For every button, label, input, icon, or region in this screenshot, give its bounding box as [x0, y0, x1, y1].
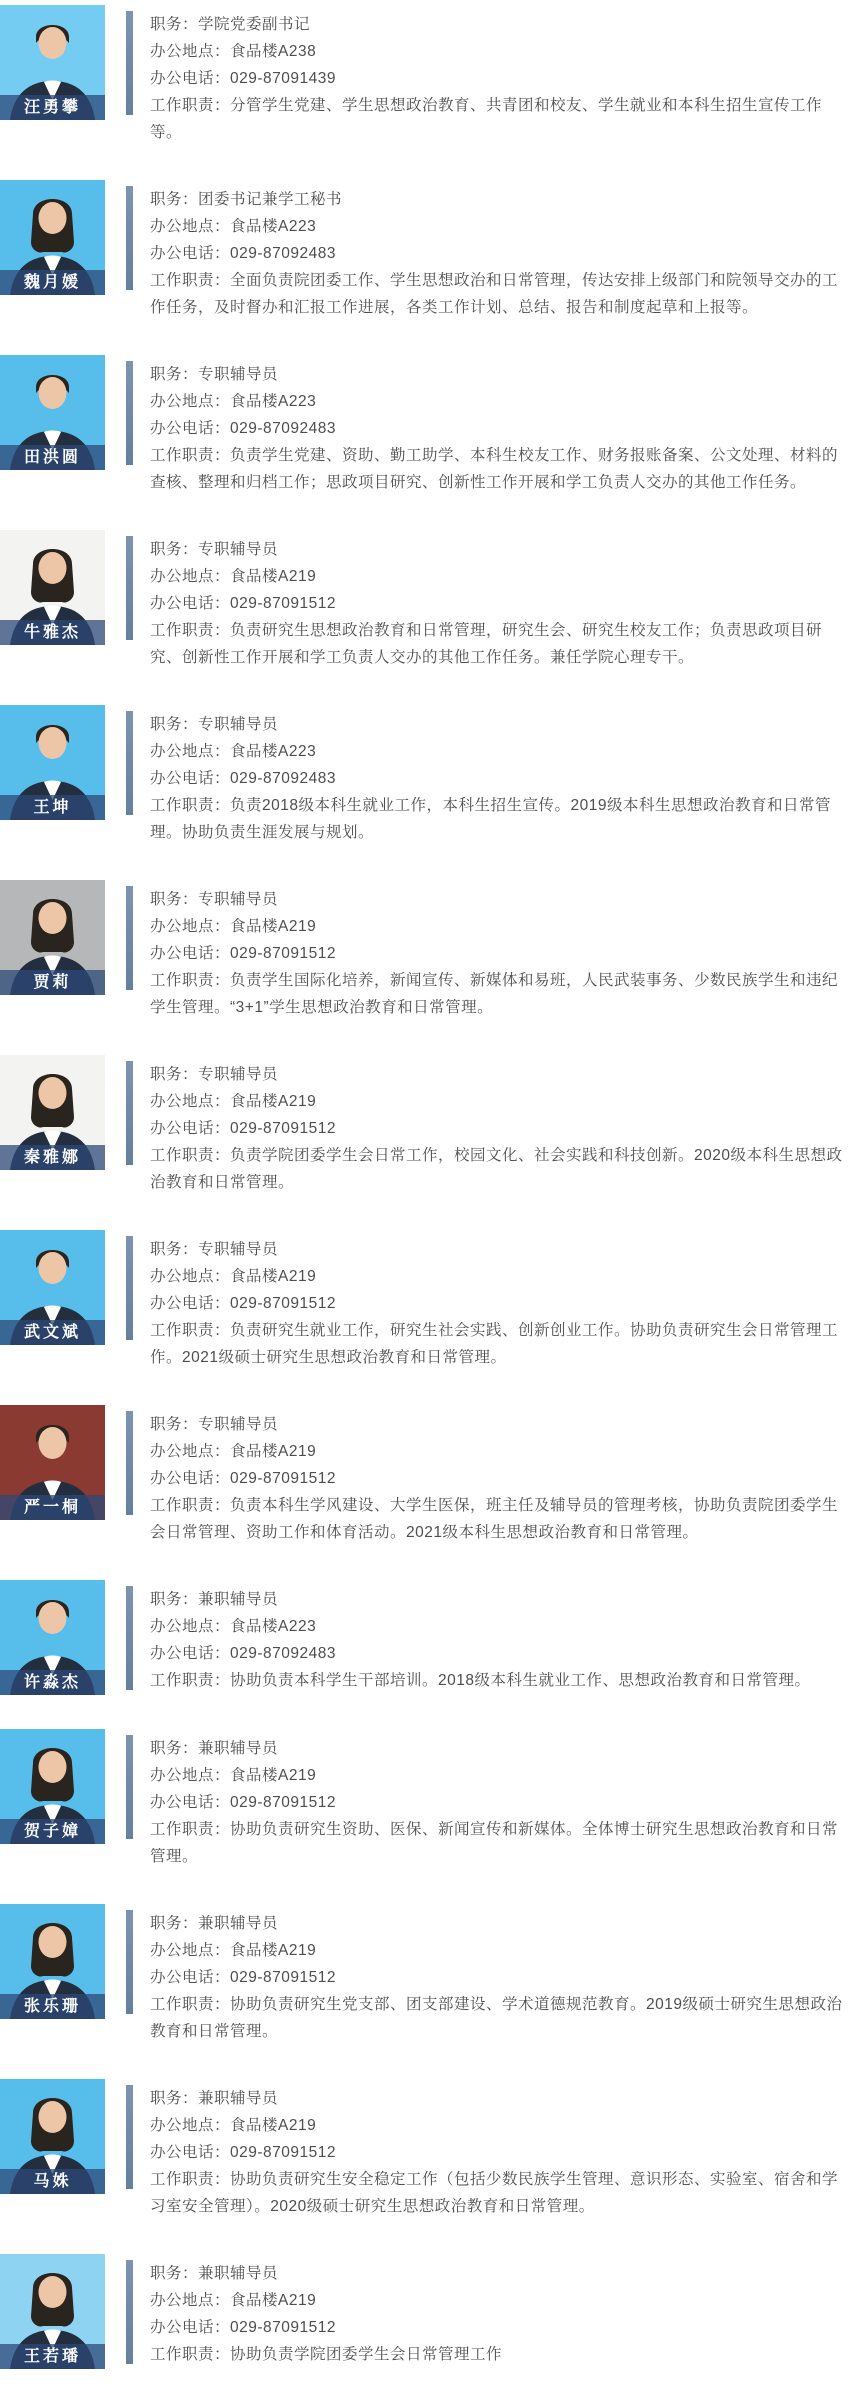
office-line — [150, 38, 844, 65]
phone-value: 029-87091512 — [230, 945, 337, 962]
phone-label: 办公电话： — [150, 1120, 231, 1137]
staff-row — [0, 1405, 850, 1546]
staff-name: 许淼杰 — [0, 1670, 105, 1695]
duty-line — [150, 1142, 844, 1196]
office-label: 办公地点： — [150, 918, 231, 935]
staff-info — [150, 180, 850, 321]
staff-name: 汪勇攀 — [0, 95, 105, 120]
staff-row — [0, 180, 850, 321]
phone-line — [150, 2314, 844, 2341]
staff-row — [0, 880, 850, 1021]
staff-name: 马姝 — [0, 2169, 105, 2194]
staff-info — [150, 1580, 850, 1694]
phone-line — [150, 765, 844, 792]
office-value: 食品楼A219 — [230, 2292, 317, 2309]
position-label: 职务： — [150, 2265, 199, 2282]
position-line — [150, 1910, 844, 1937]
accent-bar — [126, 1586, 133, 1690]
phone-label: 办公电话： — [150, 1470, 231, 1487]
staff-photo — [0, 1580, 105, 1695]
duty-line — [150, 617, 844, 671]
staff-row — [0, 2254, 850, 2369]
office-value: 食品楼A219 — [230, 1443, 317, 1460]
phone-value: 029-87091512 — [230, 2144, 337, 2161]
staff-photo — [0, 1904, 105, 2019]
phone-line — [150, 415, 844, 442]
position-label: 职务： — [150, 1591, 199, 1608]
position-value: 兼职辅导员 — [198, 1915, 279, 1932]
office-label: 办公地点： — [150, 2292, 231, 2309]
office-value: 食品楼A223 — [230, 393, 317, 410]
staff-name: 贺子嫜 — [0, 1819, 105, 1844]
office-value: 食品楼A219 — [230, 918, 317, 935]
accent-bar — [126, 2085, 133, 2189]
duty-line — [150, 267, 844, 321]
accent-bar — [126, 11, 133, 115]
staff-name: 王若璠 — [0, 2344, 105, 2369]
staff-photo — [0, 355, 105, 470]
office-line — [150, 1762, 844, 1789]
duty-value: 负责学生国际化培养，新闻宣传、新媒体和易班，人民武装事务、少数民族学生和违纪学生管理。“3+1”学生思想政治教育和日常管理。 — [150, 972, 839, 1016]
duty-value: 协助负责本科学生干部培训。2018级本科生就业工作、思想政治教育和日常管理。 — [230, 1672, 811, 1689]
office-label: 办公地点： — [150, 218, 231, 235]
office-value: 食品楼A223 — [230, 218, 317, 235]
duty-label: 工作职责： — [150, 972, 231, 989]
duty-value: 协助负责研究生安全稳定工作（包括少数民族学生管理、意识形态、实验室、宿舍和学习室安全管理）。2020级硕士研究生思想政治教育和日常管理。 — [150, 2171, 839, 2215]
duty-value: 负责2018级本科生就业工作，本科生招生宣传。2019级本科生思想政治教育和日常管理。协助负责生涯发展与规划。 — [150, 797, 831, 841]
phone-value: 029-87091512 — [230, 1969, 337, 1986]
phone-line — [150, 940, 844, 967]
office-line — [150, 1613, 844, 1640]
phone-label: 办公电话： — [150, 1969, 231, 1986]
staff-info — [150, 530, 850, 671]
phone-value: 029-87091439 — [230, 70, 337, 87]
phone-value: 029-87092483 — [230, 245, 337, 262]
duty-label: 工作职责： — [150, 797, 231, 814]
staff-info — [150, 1904, 850, 2045]
duty-label: 工作职责： — [150, 272, 231, 289]
phone-line — [150, 240, 844, 267]
staff-info — [150, 1405, 850, 1546]
position-line — [150, 1236, 844, 1263]
duty-line — [150, 1816, 844, 1870]
phone-line — [150, 1290, 844, 1317]
position-line — [150, 886, 844, 913]
position-line — [150, 11, 844, 38]
duty-label: 工作职责： — [150, 1996, 231, 2013]
position-line — [150, 361, 844, 388]
position-label: 职务： — [150, 541, 199, 558]
staff-row — [0, 530, 850, 671]
staff-photo — [0, 5, 105, 120]
staff-row — [0, 1230, 850, 1371]
accent-bar — [126, 2260, 133, 2364]
phone-value: 029-87091512 — [230, 595, 337, 612]
office-line — [150, 563, 844, 590]
phone-value: 029-87091512 — [230, 1295, 337, 1312]
position-value: 专职辅导员 — [198, 716, 279, 733]
office-label: 办公地点： — [150, 1093, 231, 1110]
staff-photo — [0, 1055, 105, 1170]
phone-line — [150, 2139, 844, 2166]
office-value: 食品楼A219 — [230, 568, 317, 585]
office-label: 办公地点： — [150, 1767, 231, 1784]
staff-name: 秦雅娜 — [0, 1145, 105, 1170]
staff-info — [150, 5, 850, 146]
position-label: 职务： — [150, 366, 199, 383]
phone-label: 办公电话： — [150, 245, 231, 262]
phone-label: 办公电话： — [150, 595, 231, 612]
accent-bar — [126, 1735, 133, 1839]
office-value: 食品楼A223 — [230, 1618, 317, 1635]
position-line — [150, 2085, 844, 2112]
duty-value: 负责学生党建、资助、勤工助学、本科生校友工作、财务报账备案、公文处理、材料的查核、整理和归档工作；思政项目研究、创新性工作开展和学工负责人交办的其他工作任务。 — [150, 447, 839, 491]
staff-photo — [0, 530, 105, 645]
phone-label: 办公电话： — [150, 2144, 231, 2161]
position-value: 专职辅导员 — [198, 1241, 279, 1258]
staff-row — [0, 2079, 850, 2220]
duty-value: 协助负责学院团委学生会日常管理工作 — [230, 2346, 503, 2363]
phone-value: 029-87092483 — [230, 770, 337, 787]
duty-label: 工作职责： — [150, 447, 231, 464]
position-value: 专职辅导员 — [198, 1416, 279, 1433]
position-line — [150, 1586, 844, 1613]
position-value: 专职辅导员 — [198, 366, 279, 383]
staff-info — [150, 880, 850, 1021]
office-label: 办公地点： — [150, 43, 231, 60]
phone-line — [150, 1640, 844, 1667]
position-value: 团委书记兼学工秘书 — [198, 191, 343, 208]
staff-photo — [0, 1729, 105, 1844]
duty-label: 工作职责： — [150, 2171, 231, 2188]
office-line — [150, 213, 844, 240]
staff-row — [0, 355, 850, 496]
office-label: 办公地点： — [150, 1268, 231, 1285]
office-value: 食品楼A238 — [230, 43, 317, 60]
position-value: 专职辅导员 — [198, 1066, 279, 1083]
office-value: 食品楼A223 — [230, 743, 317, 760]
staff-info — [150, 2079, 850, 2220]
position-value: 学院党委副书记 — [198, 16, 311, 33]
duty-value: 协助负责研究生资助、医保、新闻宣传和新媒体。全体博士研究生思想政治教育和日常管理。 — [150, 1821, 839, 1865]
office-line — [150, 1438, 844, 1465]
staff-name: 武文斌 — [0, 1320, 105, 1345]
office-value: 食品楼A219 — [230, 1268, 317, 1285]
position-label: 职务： — [150, 1416, 199, 1433]
position-label: 职务： — [150, 1241, 199, 1258]
phone-label: 办公电话： — [150, 2319, 231, 2336]
position-label: 职务： — [150, 1740, 199, 1757]
duty-value: 负责学院团委学生会日常工作，校园文化、社会实践和科技创新。2020级本科生思想政治教育和日常管理。 — [150, 1147, 843, 1191]
position-line — [150, 711, 844, 738]
duty-label: 工作职责： — [150, 1322, 231, 1339]
office-value: 食品楼A219 — [230, 1093, 317, 1110]
staff-name: 魏月媛 — [0, 270, 105, 295]
staff-photo — [0, 705, 105, 820]
staff-name: 张乐珊 — [0, 1994, 105, 2019]
staff-photo — [0, 2254, 105, 2369]
position-label: 职务： — [150, 16, 199, 33]
office-line — [150, 1937, 844, 1964]
office-line — [150, 913, 844, 940]
position-value: 兼职辅导员 — [198, 1740, 279, 1757]
duty-line — [150, 1991, 844, 2045]
staff-name: 牛雅杰 — [0, 620, 105, 645]
staff-info — [150, 705, 850, 846]
position-label: 职务： — [150, 2090, 199, 2107]
duty-label: 工作职责： — [150, 97, 231, 114]
office-label: 办公地点： — [150, 2117, 231, 2134]
position-line — [150, 1735, 844, 1762]
duty-line — [150, 1667, 844, 1694]
staff-info — [150, 355, 850, 496]
phone-label: 办公电话： — [150, 945, 231, 962]
staff-row — [0, 1729, 850, 1870]
duty-line — [150, 2166, 844, 2220]
phone-line — [150, 1115, 844, 1142]
duty-label: 工作职责： — [150, 1147, 231, 1164]
office-label: 办公地点： — [150, 1443, 231, 1460]
staff-row — [0, 1055, 850, 1196]
staff-name: 王坤 — [0, 795, 105, 820]
position-line — [150, 1061, 844, 1088]
duty-value: 全面负责院团委工作、学生思想政治和日常管理，传达安排上级部门和院领导交办的工作任务，及时督办和汇报工作进展，各类工作计划、总结、报告和制度起草和上报等。 — [150, 272, 839, 316]
phone-line — [150, 65, 844, 92]
office-label: 办公地点： — [150, 743, 231, 760]
accent-bar — [126, 711, 133, 815]
position-line — [150, 2260, 844, 2287]
duty-line — [150, 1492, 844, 1546]
accent-bar — [126, 1061, 133, 1165]
staff-row — [0, 1904, 850, 2045]
office-line — [150, 738, 844, 765]
duty-label: 工作职责： — [150, 622, 231, 639]
position-value: 兼职辅导员 — [198, 2265, 279, 2282]
accent-bar — [126, 1411, 133, 1515]
accent-bar — [126, 1236, 133, 1340]
staff-photo — [0, 1405, 105, 1520]
phone-label: 办公电话： — [150, 1645, 231, 1662]
phone-line — [150, 1789, 844, 1816]
position-value: 兼职辅导员 — [198, 2090, 279, 2107]
phone-label: 办公电话： — [150, 420, 231, 437]
staff-row — [0, 1580, 850, 1695]
staff-info — [150, 1729, 850, 1870]
position-label: 职务： — [150, 716, 199, 733]
duty-line — [150, 92, 844, 146]
position-label: 职务： — [150, 891, 199, 908]
office-label: 办公地点： — [150, 1618, 231, 1635]
accent-bar — [126, 886, 133, 990]
duty-label: 工作职责： — [150, 1672, 231, 1689]
duty-line — [150, 967, 844, 1021]
staff-photo — [0, 2079, 105, 2194]
office-value: 食品楼A219 — [230, 1767, 317, 1784]
position-label: 职务： — [150, 191, 199, 208]
duty-label: 工作职责： — [150, 1821, 231, 1838]
office-line — [150, 2287, 844, 2314]
phone-label: 办公电话： — [150, 770, 231, 787]
staff-name: 严一桐 — [0, 1495, 105, 1520]
position-value: 专职辅导员 — [198, 541, 279, 558]
staff-list — [0, 5, 850, 2369]
office-value: 食品楼A219 — [230, 1942, 317, 1959]
staff-info — [150, 1055, 850, 1196]
staff-row — [0, 705, 850, 846]
accent-bar — [126, 536, 133, 640]
staff-photo — [0, 1230, 105, 1345]
phone-line — [150, 1465, 844, 1492]
phone-value: 029-87091512 — [230, 1794, 337, 1811]
office-line — [150, 2112, 844, 2139]
office-label: 办公地点： — [150, 393, 231, 410]
accent-bar — [126, 186, 133, 290]
duty-value: 负责本科生学风建设、大学生医保，班主任及辅导员的管理考核，协助负责院团委学生会日常管理、资助工作和体育活动。2021级本科生思想政治教育和日常管理。 — [150, 1497, 839, 1541]
duty-value: 负责研究生就业工作，研究生社会实践、创新创业工作。协助负责研究生会日常管理工作。2021级硕士研究生思想政治教育和日常管理。 — [150, 1322, 839, 1366]
phone-value: 029-87091512 — [230, 1120, 337, 1137]
office-line — [150, 388, 844, 415]
office-label: 办公地点： — [150, 568, 231, 585]
duty-label: 工作职责： — [150, 2346, 231, 2363]
office-label: 办公地点： — [150, 1942, 231, 1959]
office-line — [150, 1088, 844, 1115]
duty-line — [150, 1317, 844, 1371]
position-value: 兼职辅导员 — [198, 1591, 279, 1608]
duty-label: 工作职责： — [150, 1497, 231, 1514]
duty-line — [150, 442, 844, 496]
staff-photo — [0, 180, 105, 295]
phone-line — [150, 1964, 844, 1991]
phone-value: 029-87092483 — [230, 420, 337, 437]
accent-bar — [126, 361, 133, 465]
staff-name: 贾莉 — [0, 970, 105, 995]
staff-info — [150, 1230, 850, 1371]
position-line — [150, 536, 844, 563]
duty-value: 负责研究生思想政治教育和日常管理，研究生会、研究生校友工作；负责思政项目研究、创新性工作开展和学工负责人交办的其他工作任务。兼任学院心理专干。 — [150, 622, 823, 666]
duty-value: 分管学生党建、学生思想政治教育、共青团和校友、学生就业和本科生招生宣传工作等。 — [150, 97, 823, 141]
phone-label: 办公电话： — [150, 1295, 231, 1312]
office-value: 食品楼A219 — [230, 2117, 317, 2134]
staff-name: 田洪圆 — [0, 445, 105, 470]
staff-row — [0, 5, 850, 146]
phone-value: 029-87091512 — [230, 2319, 337, 2336]
phone-label: 办公电话： — [150, 70, 231, 87]
staff-photo — [0, 880, 105, 995]
phone-value: 029-87091512 — [230, 1470, 337, 1487]
position-label: 职务： — [150, 1066, 199, 1083]
phone-label: 办公电话： — [150, 1794, 231, 1811]
duty-value: 协助负责研究生党支部、团支部建设、学术道德规范教育。2019级硕士研究生思想政治教育和日常管理。 — [150, 1996, 843, 2040]
duty-line — [150, 792, 844, 846]
staff-info — [150, 2254, 850, 2368]
position-value: 专职辅导员 — [198, 891, 279, 908]
phone-line — [150, 590, 844, 617]
position-line — [150, 186, 844, 213]
position-label: 职务： — [150, 1915, 199, 1932]
office-line — [150, 1263, 844, 1290]
accent-bar — [126, 1910, 133, 2014]
position-line — [150, 1411, 844, 1438]
phone-value: 029-87092483 — [230, 1645, 337, 1662]
